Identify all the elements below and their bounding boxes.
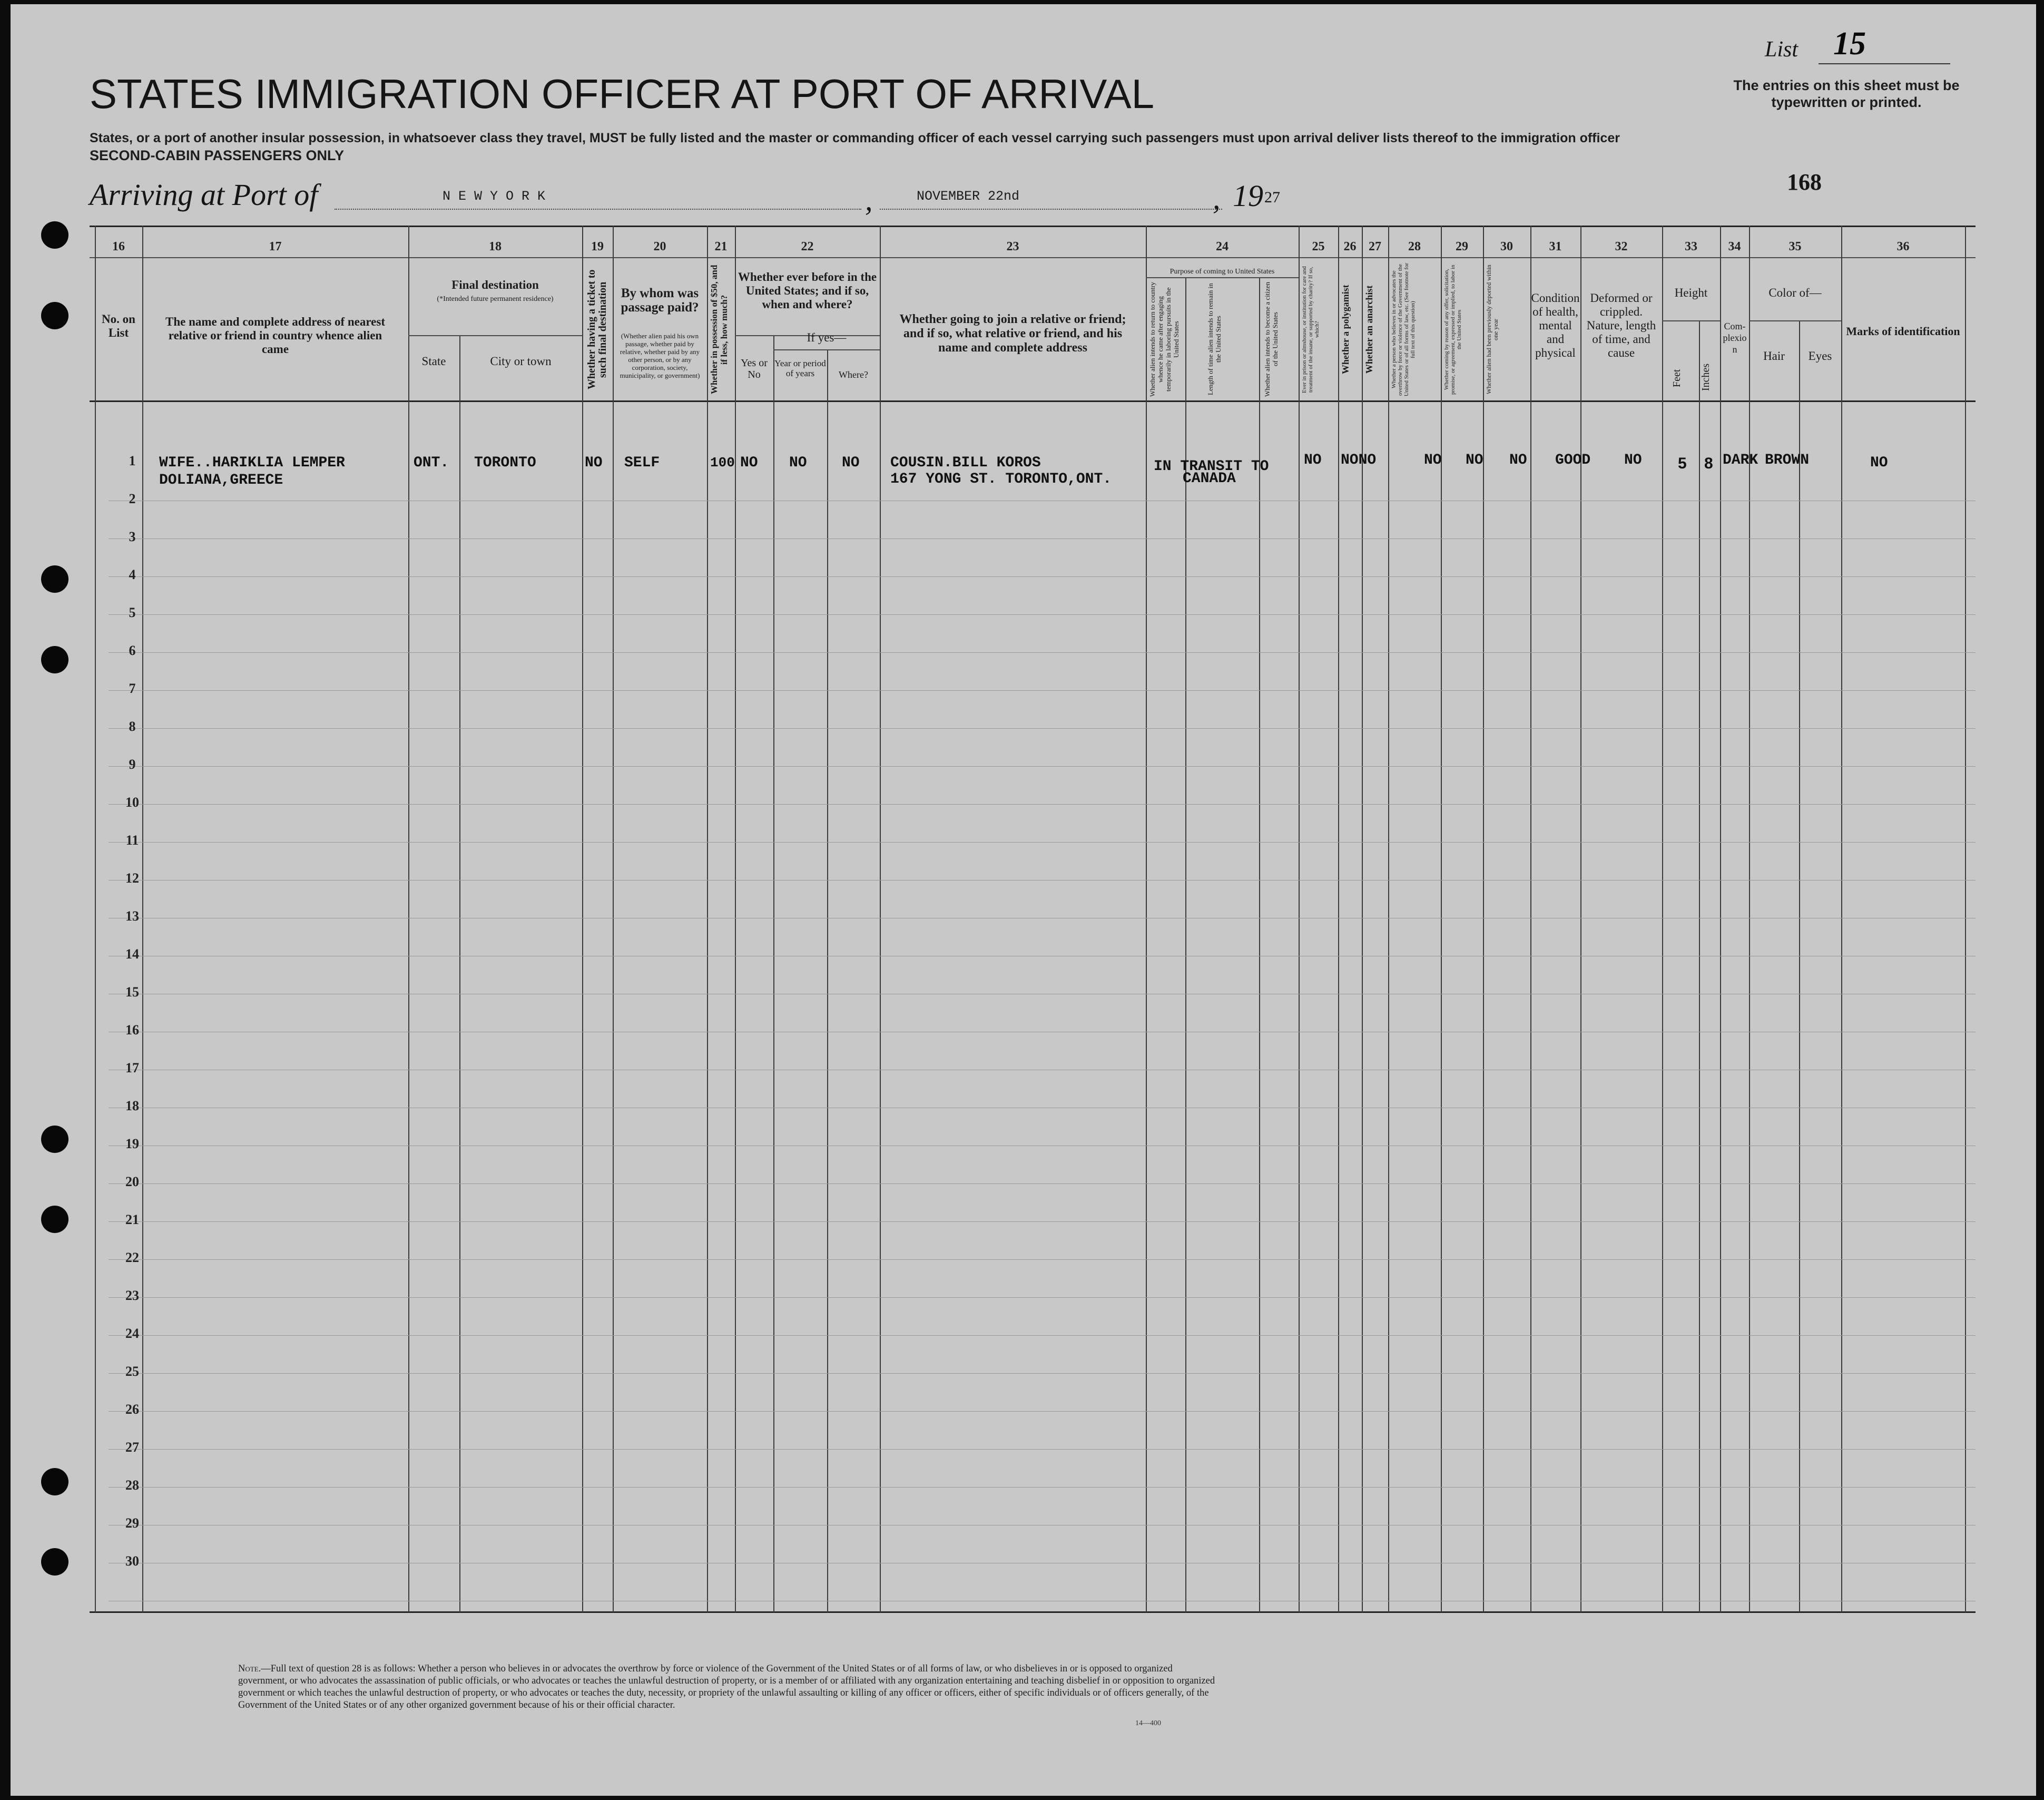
comma-mark: ,: [865, 183, 873, 217]
header-anarchist: Whether an anarchist: [1364, 285, 1374, 374]
row-rule: [109, 804, 1976, 805]
row-number: 13: [125, 908, 139, 924]
header-color-of: Color of—: [1768, 286, 1822, 299]
column-rule: [1699, 320, 1700, 1612]
header-health: Condition of health, mental and physical: [1531, 291, 1580, 359]
column-rule: [95, 226, 96, 1612]
manifest-sheet: [11, 4, 2036, 1796]
page-number: 168: [1787, 169, 1822, 195]
table-top-border: [90, 226, 1976, 227]
header-purpose-length: Length of time alien intends to remain in the United States: [1206, 283, 1222, 396]
health-value: GOOD: [1555, 452, 1591, 468]
column-rule: [613, 226, 614, 1612]
row-number: 9: [129, 757, 136, 772]
row-number: 4: [129, 567, 136, 582]
typed-entries-note: The entries on this sheet must be typewritten or printed.: [1733, 77, 1960, 110]
header-complexion: Com- plexion: [1723, 321, 1747, 355]
header-height: Height: [1674, 286, 1708, 299]
row-number: 12: [125, 870, 139, 886]
column-number: 19: [591, 240, 604, 253]
column-rule: [1362, 226, 1363, 1612]
column-number: 20: [653, 240, 666, 253]
column-rule: [408, 226, 409, 1612]
q29-value: NO: [1466, 452, 1483, 468]
row-number: 24: [125, 1326, 139, 1341]
row-rule: [109, 576, 1976, 577]
list-label: List: [1765, 37, 1799, 62]
punch-hole: [41, 565, 68, 593]
column-number: 23: [1006, 240, 1019, 253]
row-rule: [109, 690, 1976, 691]
header-polygamist: Whether a polygamist: [1340, 285, 1351, 375]
footnote-text: —Full text of question 28 is as follows: Whether a person who believes in or advocates the overthrow by force or violence of the Government of the United States or of all forms of law, or who disbelieves in or is opposed to organized government, or who advocates the assassination of public officials, or who advocates or teaches the unlawful destruction of property, or is a member of or affiliated with any organization entertaining and teaching disbelief in or opposition to organized government or which teaches the unlawful destruction of property, or who advocates or teaches the duty, necessity, or propriety of the unlawful assaulting or killing of any officer or officers, either of specific individuals or of officers generally, of the Government of the United States or of any other organized government because of his or their official character.: [238, 1664, 1215, 1710]
row-rule: [109, 1221, 1976, 1222]
header-prison: Ever in prison or almshouse, or institution for care and treatment of the insane, or supported by charity? If so, which?: [1301, 266, 1320, 393]
joining-relative: COUSIN.BILL KOROS: [890, 455, 1041, 471]
list-number-line: [1819, 63, 1950, 64]
column-rule: [773, 335, 774, 1612]
header-passage-paid: By whom was passage paid?: [621, 286, 699, 315]
column-rule: [1259, 277, 1260, 1612]
row-rule: [109, 766, 1976, 767]
header-purpose-citizen: Whether alien intends to become a citizen of the United States: [1263, 281, 1279, 397]
row-rule: [109, 1487, 1976, 1488]
header-q30: Whether alien had been previously deported within one year: [1485, 265, 1499, 395]
passage-paid-value: SELF: [624, 455, 660, 471]
column-rule: [880, 226, 881, 1612]
header-final-destination: Final destination: [451, 278, 539, 291]
column-number: 27: [1369, 240, 1381, 253]
column-rule: [707, 226, 708, 1612]
q30-value: NO: [1509, 452, 1527, 468]
joining-address: 167 YONG ST. TORONTO,ONT.: [890, 471, 1112, 487]
row-number: 26: [125, 1402, 139, 1417]
subheader-rule: [1662, 320, 1720, 321]
column-rule: [1580, 226, 1581, 1612]
list-number: 15: [1833, 26, 1866, 62]
column-rule: [1530, 226, 1531, 1612]
column-rule: [1841, 226, 1842, 1612]
comma-mark: ,: [1213, 181, 1221, 216]
column-rule: [1338, 226, 1339, 1612]
height-feet: 5: [1678, 455, 1687, 472]
header-no-on-list: No. on List: [102, 312, 135, 339]
header-inches: Inches: [1700, 363, 1712, 391]
header-hair: Hair: [1763, 349, 1785, 363]
punch-hole: [41, 646, 68, 673]
header-where: Where?: [839, 369, 868, 380]
before-us-value: NO: [740, 455, 758, 471]
column-number: 25: [1312, 240, 1325, 253]
header-marks: Marks of identification: [1846, 325, 1960, 338]
subheader-rule: [1749, 320, 1841, 321]
header-ticket: Whether having a ticket to such final destination: [586, 269, 608, 390]
relative-location: DOLIANA,GREECE: [159, 472, 283, 488]
row-number: 3: [129, 529, 136, 544]
punch-hole: [41, 1206, 68, 1233]
arrival-date: NOVEMBER 22nd: [917, 189, 1020, 204]
row-number: 20: [125, 1174, 139, 1189]
column-number: 36: [1896, 240, 1910, 253]
row-number: 19: [125, 1136, 139, 1151]
column-number: 22: [801, 240, 814, 253]
column-number: 31: [1549, 240, 1562, 253]
header-yes-no: Yes or No: [741, 357, 768, 380]
row-number: 28: [125, 1478, 139, 1493]
row-number: 11: [125, 833, 139, 848]
column-number: 30: [1500, 240, 1513, 253]
punch-hole: [41, 1126, 68, 1153]
header-joining: Whether going to join a relative or friend; and if so, what relative or friend, and his name and complete address: [899, 312, 1126, 355]
row-rule: [109, 1259, 1976, 1260]
row-rule: [109, 652, 1976, 653]
column-rule: [582, 226, 583, 1612]
prison-value: NO: [1304, 452, 1322, 468]
column-rule: [1299, 226, 1300, 1612]
footnote-lead: Note.: [238, 1664, 261, 1674]
row-number: 27: [125, 1440, 139, 1455]
column-rule: [1483, 226, 1484, 1612]
arriving-label: Arriving at Port of: [90, 178, 318, 212]
column-rule: [735, 226, 736, 1612]
column-rule: [1662, 226, 1663, 1612]
row-rule: [109, 842, 1976, 843]
destination-state: ONT.: [414, 455, 449, 471]
q28-value: NO: [1424, 452, 1442, 468]
row-rule: [109, 1183, 1976, 1184]
form-number: 14—400: [1135, 1719, 1161, 1727]
where-value: NO: [842, 455, 860, 471]
destination-city: TORONTO: [474, 455, 536, 471]
header-possession: Whether in possession of $50, and if less, how much?: [709, 265, 729, 395]
footnote: [238, 1663, 1218, 1711]
row-number: 30: [125, 1553, 139, 1569]
header-eyes: Eyes: [1808, 349, 1832, 363]
complexion-value: DARK: [1723, 452, 1758, 468]
header-if-yes: If yes—: [807, 331, 847, 344]
column-number: 17: [269, 240, 282, 253]
year-suffix: 27: [1264, 189, 1280, 206]
header-final-destination-note: (*Intended future permanent residence): [437, 295, 554, 303]
row-number: 25: [125, 1364, 139, 1379]
punch-hole: [41, 1468, 68, 1495]
row-rule: [109, 614, 1976, 615]
header-relative-address: The name and complete address of nearest relative or friend in country whence alien came: [165, 315, 385, 356]
table-bottom-border: [90, 1611, 1976, 1613]
header-state: State: [421, 355, 446, 368]
column-rule: [1965, 226, 1966, 1612]
header-before-us: Whether ever before in the United States; and if so, when and where?: [738, 270, 877, 311]
ticket-value: NO: [585, 455, 603, 471]
row-rule: [109, 1297, 1976, 1298]
row-number: 15: [125, 984, 139, 1000]
purpose-value: IN TRANSIT TO: [1154, 458, 1269, 475]
row-number: 6: [129, 643, 136, 658]
date-line: [880, 209, 1222, 210]
header-q28: Whether a person who believes in or advocates the overthrow by force or violence of the Government of the United States or of all forms of law, etc. (See footnote for full text of this question): [1391, 262, 1416, 397]
column-number: 32: [1615, 240, 1628, 253]
subheader-rule: [773, 349, 880, 350]
row-number: 5: [129, 605, 136, 620]
row-number: 23: [125, 1288, 139, 1303]
column-number: 34: [1728, 240, 1741, 253]
marks-value: NO: [1870, 455, 1888, 471]
row-rule: [109, 880, 1976, 881]
row-rule: [109, 1411, 1976, 1412]
column-number: 24: [1216, 240, 1229, 253]
page-title: STATES IMMIGRATION OFFICER AT PORT OF ARRIVAL: [90, 71, 1155, 117]
row-number: 17: [125, 1060, 139, 1075]
column-rule: [1441, 226, 1442, 1612]
column-rule: [1799, 320, 1800, 1612]
column-number: 29: [1456, 240, 1468, 253]
row-rule: [109, 1449, 1976, 1450]
column-number: 28: [1408, 240, 1421, 253]
header-city: City or town: [490, 355, 552, 368]
header-purpose-return: Whether alien intends to return to country whence he came after engaging temporarily in laboring pursuits in the United States: [1148, 281, 1180, 397]
row-number: 1: [129, 453, 136, 468]
column-rule: [1388, 226, 1389, 1612]
punch-hole: [41, 1548, 68, 1576]
period-value: NO: [789, 455, 807, 471]
instructions-line: States, or a port of another insular possession, in whatsoever class they travel, MUST be fully listed and the master or commanding officer of each vessel carrying such passengers must upon arrival deliver lists thereof to the immigration officer: [90, 131, 1620, 145]
port-value: N E W Y O R K: [443, 189, 546, 204]
column-rule: [1749, 226, 1750, 1612]
column-number: 18: [489, 240, 502, 253]
column-rule: [1146, 226, 1147, 1612]
row-number: 10: [125, 795, 139, 810]
hair-eyes-value: BROWN: [1765, 452, 1810, 468]
row-number: 7: [129, 681, 136, 696]
row-number: 8: [129, 719, 136, 734]
deformed-value: NO: [1624, 452, 1642, 468]
column-rule: [459, 335, 460, 1612]
column-number: 16: [112, 240, 125, 253]
header-purpose: Purpose of coming to United States: [1170, 268, 1275, 276]
purpose-destination: CANADA: [1183, 471, 1236, 487]
row-number: 29: [125, 1515, 139, 1531]
row-rule: [109, 728, 1976, 729]
header-feet: Feet: [1671, 369, 1683, 388]
column-number-rule: [90, 257, 1976, 258]
punch-hole: [41, 302, 68, 329]
column-number: 21: [714, 240, 728, 253]
header-bottom-border: [90, 400, 1976, 402]
port-line: [335, 209, 861, 210]
column-number: 35: [1788, 240, 1802, 253]
header-period: Year or period of years: [774, 358, 826, 378]
money-value: 100: [710, 455, 735, 471]
column-number: 26: [1343, 240, 1357, 253]
row-rule: [109, 1373, 1976, 1374]
row-number: 21: [125, 1212, 139, 1227]
year-prefix: 19: [1233, 179, 1263, 213]
header-deformed: Deformed or crippled. Nature, length of time, and cause: [1586, 291, 1656, 359]
cabin-class-line: SECOND-CABIN PASSENGERS ONLY: [90, 148, 345, 163]
row-number: 14: [125, 946, 139, 962]
polygamist-anarchist-value: NONO: [1341, 452, 1377, 468]
header-q29: Whether coming by reason of any offer, solicitation, promise, or agreement, expressed or implied, to labor in the United States: [1443, 265, 1462, 395]
punch-hole: [41, 221, 68, 249]
column-rule: [1720, 226, 1721, 1612]
row-number: 2: [129, 491, 136, 506]
row-rule: [109, 1335, 1976, 1336]
row-number: 18: [125, 1098, 139, 1113]
row-number: 16: [125, 1022, 139, 1038]
column-number: 33: [1685, 240, 1697, 253]
relative-name: WIFE..HARIKLIA LEMPER: [159, 455, 345, 471]
row-number: 22: [125, 1250, 139, 1265]
height-inches: 8: [1704, 455, 1713, 472]
subheader-rule: [408, 335, 582, 336]
header-passage-paid-note: (Whether alien paid his own passage, whether paid by relative, whether paid by any other person, or by any corporation, society, municipality, or government): [620, 332, 700, 379]
